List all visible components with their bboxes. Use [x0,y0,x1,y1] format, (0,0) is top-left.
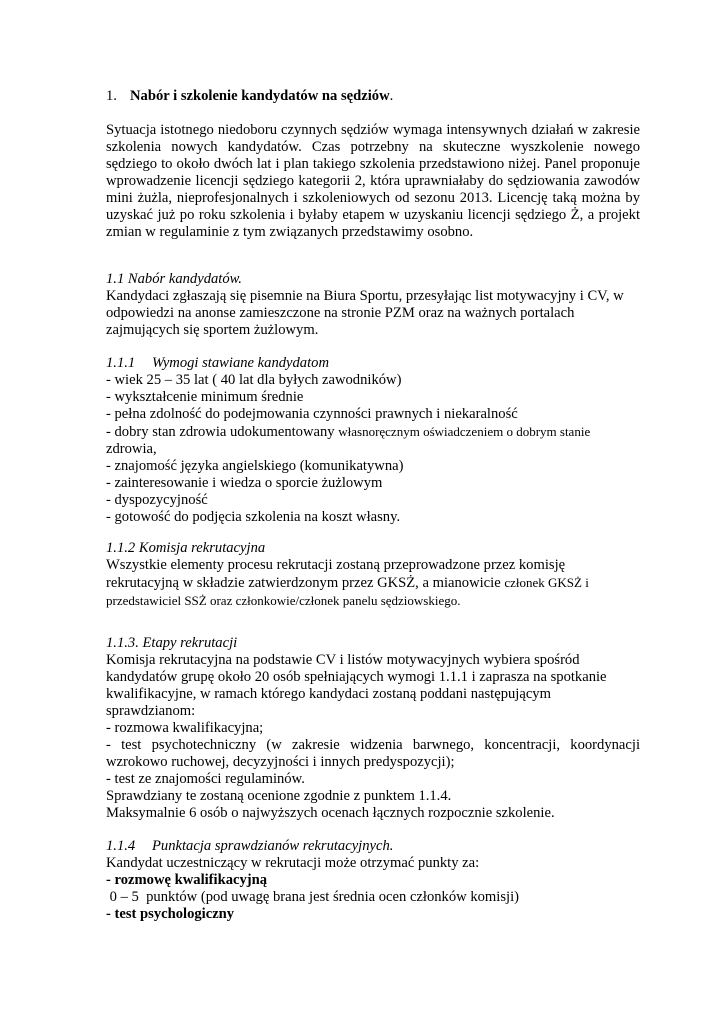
requirement-item: - gotowość do podjęcia szkolenia na koszt własny. [106,509,401,525]
text-line: odpowiedzi na anonse zamieszczone na stronie PZM oraz na ważnych portalach [106,305,575,321]
text-line: kwalifikacyjne, w ramach którego kandydaci zostaną poddani następującym [106,686,551,702]
subsection-1-1-1 [106,355,640,526]
requirement-item: - wiek 25 – 35 lat ( 40 lat dla byłych zawodników) [106,372,402,388]
requirement-item: - pełna zdolność do podejmowania czynności prawnych i niekaralność [106,406,518,422]
test-psychotechniczny-item: - test psychotechniczny (w zakresie widzenia barwnego, koncentracji, koordynacji wzrokowo ruchowej, decyzyjności i innych predyspozycji); [106,737,640,770]
text-line: Sprawdziany te zostaną ocenione zgodnie z punktem 1.1.4. [106,788,452,804]
score-category: - test psychologiczny [106,906,235,922]
text-line: Kandydaci zgłaszają się pisemnie na Biura Sportu, przesyłając list motywacyjny i CV, w [106,288,624,304]
requirement-item: - znajomość języka angielskiego (komunikatywna) [106,458,404,474]
subsection-1-1-4 [106,838,640,923]
text-line: Komisja rekrutacyjna na podstawie CV i listów motywacyjnych wybiera spośród [106,652,580,668]
subsection-1-1-2-title: 1.1.2 Komisja rekrutacyjna [106,540,266,556]
subsection-1-1-title: 1.1 Nabór kandydatów. [106,271,242,287]
subsection-1-1-1-title: 1.1.1 Wymogi stawiane kandydatom [106,355,329,371]
subsection-1-1-3 [106,635,640,737]
subsection-1-1-4-title: 1.1.4 Punktacja sprawdzianów rekrutacyjnych. [106,838,394,854]
list-item: - test ze znajomości regulaminów. [106,771,305,787]
text-line: Kandydat uczestniczący w rekrutacji może otrzymać punkty za: [106,855,480,871]
list-item: - rozmowa kwalifikacyjna; [106,720,264,736]
requirement-item-cont: zdrowia, [106,441,157,457]
subsection-1-1 [106,271,640,339]
subsection-1-1-3-title: 1.1.3. Etapy rekrutacji [106,635,238,651]
text-line: Maksymalnie 6 osób o najwyższych ocenach łącznych rozpocznie szkolenie. [106,805,555,821]
section-heading: 1. Nabór i szkolenie kandydatów na sędziów. [106,88,394,104]
text-line: kandydatów grupę około 20 osób spełniających wymogi 1.1.1 i zaprasza na spotkanie [106,669,607,685]
text-line: rekrutacyjną w składzie zatwierdzonym przez GKSŻ, a mianowicie członek GKSŻ i [106,575,589,591]
text-line: sprawdzianom: [106,703,196,719]
heading-title: Nabór i szkolenie kandydatów na sędziów [130,88,390,104]
requirement-item: - zainteresowanie i wiedza o sporcie żużlowym [106,475,383,491]
text-line: zajmujących się sportem żużlowym. [106,322,319,338]
requirement-item: - dobry stan zdrowia udokumentowany własnoręcznym oświadczeniem o dobrym stanie [106,424,591,440]
subsection-1-1-2 [106,540,640,609]
requirement-item: - dyspozycyjność [106,492,208,508]
intro-paragraph: Sytuacja istotnego niedoboru czynnych sędziów wymaga intensywnych działań w zakresie szkolenia nowych kandydatów. Czas potrzebny na skuteczne wyszkolenie nowego sędziego to około dwóch lat i plan takiego szkolenia przedstawiono niżej. Panel proponuje wprowadzenie licencji sędziego kategorii 2, która uprawniałaby do sędziowania zawodów mini żużla, nieprofesjonalnych i szkoleniowych od sezonu 2013. Licencję taką można by uzyskać już po roku szkolenia i byłaby etapem w uzyskaniu licencji sędziego Ż, a projekt zmian w regulaminie z tym związanych przedstawimy osobno. [106,122,640,240]
text-line: przedstawiciel SSŻ oraz członkowie/członek panelu sędziowskiego. [106,593,461,608]
heading-number: 1. [106,88,117,104]
requirement-item: - wykształcenie minimum średnie [106,389,304,405]
text-line: Wszystkie elementy procesu rekrutacji zostaną przeprowadzone przez komisję [106,557,566,573]
score-category: - rozmowę kwalifikacyjną [106,872,268,888]
text-line: 0 – 5 punktów (pod uwagę brana jest średnia ocen członków komisji) [106,889,519,905]
subsection-1-1-3-cont [106,771,640,822]
